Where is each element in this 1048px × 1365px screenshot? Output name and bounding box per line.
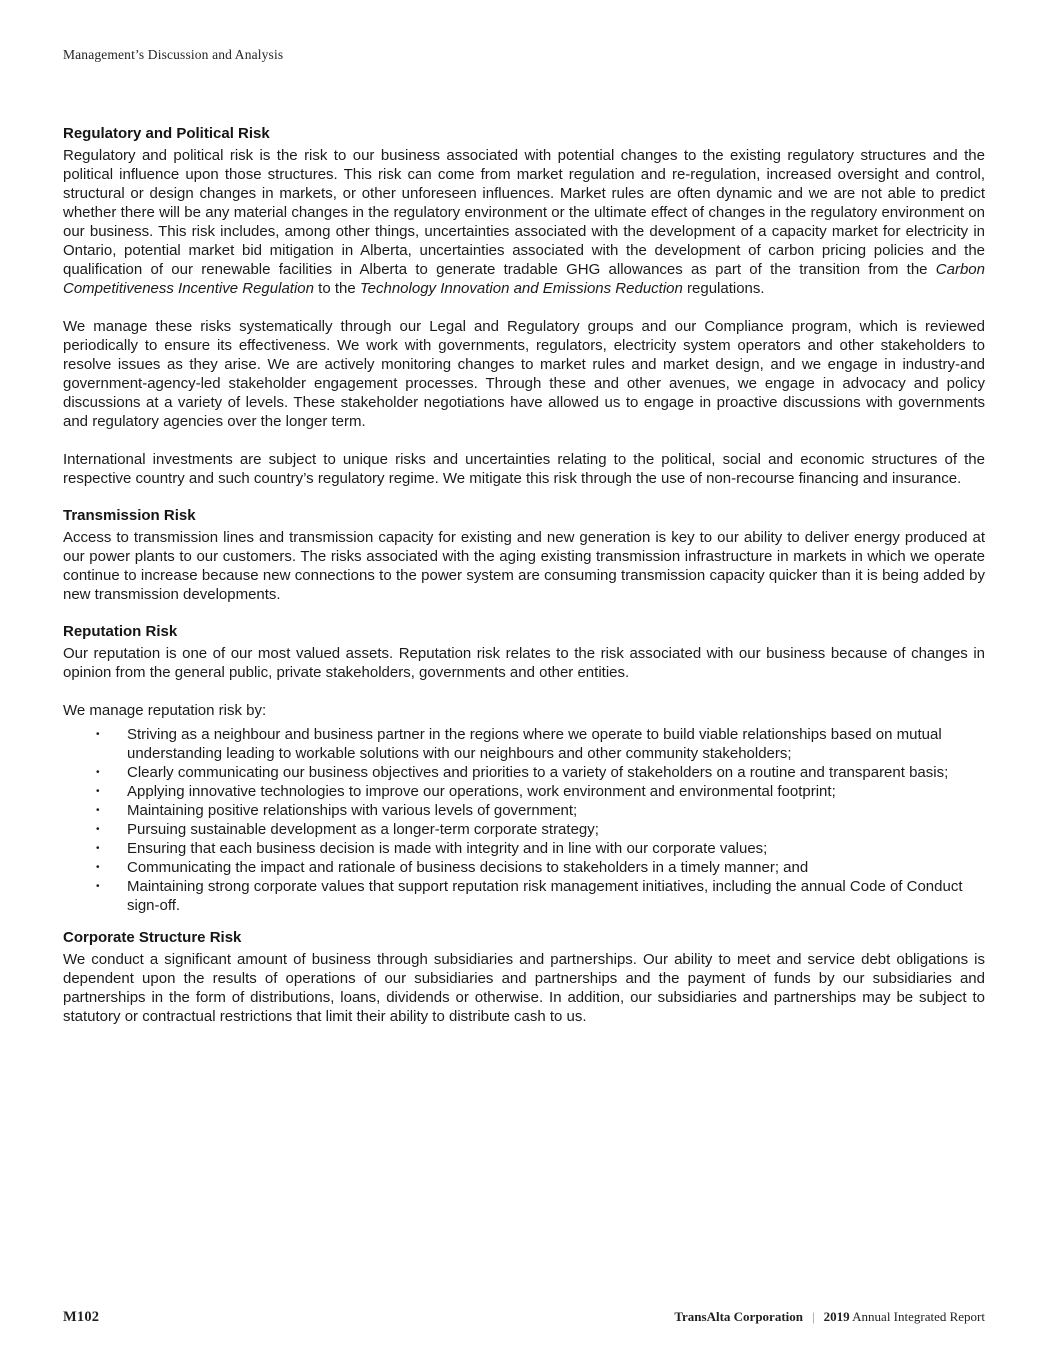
reputation-list-intro: We manage reputation risk by: xyxy=(63,702,267,719)
section-corporate-structure-risk xyxy=(63,929,985,1026)
list-item xyxy=(63,858,985,877)
bullet-icon: • xyxy=(96,824,100,835)
list-item-text: Striving as a neighbour and business partner in the regions where we operate to build viable relationships based on mutual understanding leading to workable solutions with our neighbours and other community stakeholders; xyxy=(127,726,942,762)
section-heading-transmission: Transmission Risk xyxy=(63,507,196,524)
footer-report-year: 2019 xyxy=(823,1309,850,1324)
running-header: Management’s Discussion and Analysis xyxy=(63,47,284,62)
regulation-name-tier: Technology Innovation and Emissions Reduction xyxy=(359,280,683,297)
list-item-text: Clearly communicating our business objectives and priorities to a variety of stakeholders on a routine and transparent basis; xyxy=(127,764,949,781)
bullet-icon: • xyxy=(96,881,100,892)
section-heading-regulatory: Regulatory and Political Risk xyxy=(63,125,270,142)
footer-report-name: Annual Integrated Report xyxy=(852,1309,985,1324)
section-heading-corporate-structure: Corporate Structure Risk xyxy=(63,929,242,946)
paragraph-regulatory-3: International investments are subject to unique risks and uncertainties relating to the political, social and economic structures of the respective country and such country’s regulatory regime. We mitigate this risk through the use of non-recourse financing and insurance. xyxy=(63,451,985,487)
paragraph-transmission-1: Access to transmission lines and transmission capacity for existing and new generation is key to our ability to deliver energy produced at our power plants to our customers. The risks associated with the aging existing transmission infrastructure in markets in which we operate continue to increase because new connections to the power system are consuming transmission capacity quicker than it is being added by new transmission developments. xyxy=(63,529,985,603)
paragraph-regulatory-1-text: Regulatory and political risk is the risk to our business associated with potential changes to the existing regulatory structures and the political influence upon those structures. This risk can come from market regulation and re-regulation, increased oversight and control, structural or design changes in markets, or other unforeseen influences. Market rules are often dynamic and we are not able to predict whether there will be any material changes in the regulatory environment or the ultimate effect of changes in the regulatory environment on our business. This risk includes, among other things, uncertainties associated with the development of a capacity market for electricity in Ontario, potential market bid mitigation in Alberta, uncertainties associated with the development of carbon pricing policies and the qualification of our renewable facilities in Alberta to generate tradable GHG allowances as part of the transition from the xyxy=(63,147,985,278)
page-content xyxy=(63,125,985,1026)
list-item xyxy=(63,820,985,839)
list-item xyxy=(63,877,985,915)
bullet-icon: • xyxy=(96,843,100,854)
footer-report-title xyxy=(674,1309,985,1325)
bullet-icon: • xyxy=(96,729,100,740)
footer-separator: | xyxy=(812,1309,815,1324)
bullet-icon: • xyxy=(96,767,100,778)
bullet-icon: • xyxy=(96,862,100,873)
paragraph-corporate-1: We conduct a significant amount of business through subsidiaries and partnerships. Our ability to meet and service debt obligations is dependent upon the results of operations of our subsidiaries and partnerships and the payment of funds by our subsidiaries and partnerships in the form of distributions, loans, dividends or otherwise. In addition, our subsidiaries and partnerships may be subject to statutory or contractual restrictions that limit their ability to distribute cash to us. xyxy=(63,951,985,1025)
list-item xyxy=(63,782,985,801)
section-heading-reputation: Reputation Risk xyxy=(63,623,178,640)
paragraph-regulatory-1 xyxy=(63,146,985,298)
list-item xyxy=(63,763,985,782)
reputation-bullet-list xyxy=(63,725,985,915)
list-item xyxy=(63,725,985,763)
list-item xyxy=(63,839,985,858)
list-item-text: Maintaining positive relationships with various levels of government; xyxy=(127,802,578,819)
bullet-icon: • xyxy=(96,805,100,816)
paragraph-regulatory-1-connector: to the xyxy=(313,280,360,297)
list-item-text: Pursuing sustainable development as a longer-term corporate strategy; xyxy=(127,821,599,838)
page-number: M102 xyxy=(63,1309,100,1325)
paragraph-reputation-1: Our reputation is one of our most valued assets. Reputation risk relates to the risk associated with our business because of changes in opinion from the general public, private stakeholders, governments and other entities. xyxy=(63,645,985,681)
paragraph-regulatory-1-end: regulations. xyxy=(682,280,765,297)
section-reputation-risk xyxy=(63,623,985,915)
footer-company-name: TransAlta Corporation xyxy=(674,1309,803,1324)
list-item-text: Applying innovative technologies to improve our operations, work environment and environmental footprint; xyxy=(127,783,836,800)
section-transmission-risk xyxy=(63,507,985,604)
paragraph-regulatory-2: We manage these risks systematically through our Legal and Regulatory groups and our Compliance program, which is reviewed periodically to ensure its effectiveness. We work with governments, regulators, electricity system operators and other stakeholders to resolve issues as they arise. We are actively monitoring changes to market rules and market design, and we engage in industry-and government-agency-led stakeholder engagement processes. Through these and other avenues, we engage in advocacy and policy discussions at a variety of levels. These stakeholder negotiations have allowed us to engage in proactive discussions with governments and regulatory agencies over the longer term. xyxy=(63,318,985,430)
bullet-icon: • xyxy=(96,786,100,797)
list-item-text: Communicating the impact and rationale of business decisions to stakeholders in a timely manner; and xyxy=(127,859,809,876)
page-footer xyxy=(63,1309,985,1326)
list-item xyxy=(63,801,985,820)
list-item-text: Maintaining strong corporate values that support reputation risk management initiatives, including the annual Code of Conduct sign-off. xyxy=(127,878,963,914)
section-regulatory-risk xyxy=(63,125,985,488)
list-item-text: Ensuring that each business decision is made with integrity and in line with our corporate values; xyxy=(127,840,768,857)
regulation-name-ccir: Carbon Competitiveness Incentive Regulation xyxy=(63,261,985,297)
